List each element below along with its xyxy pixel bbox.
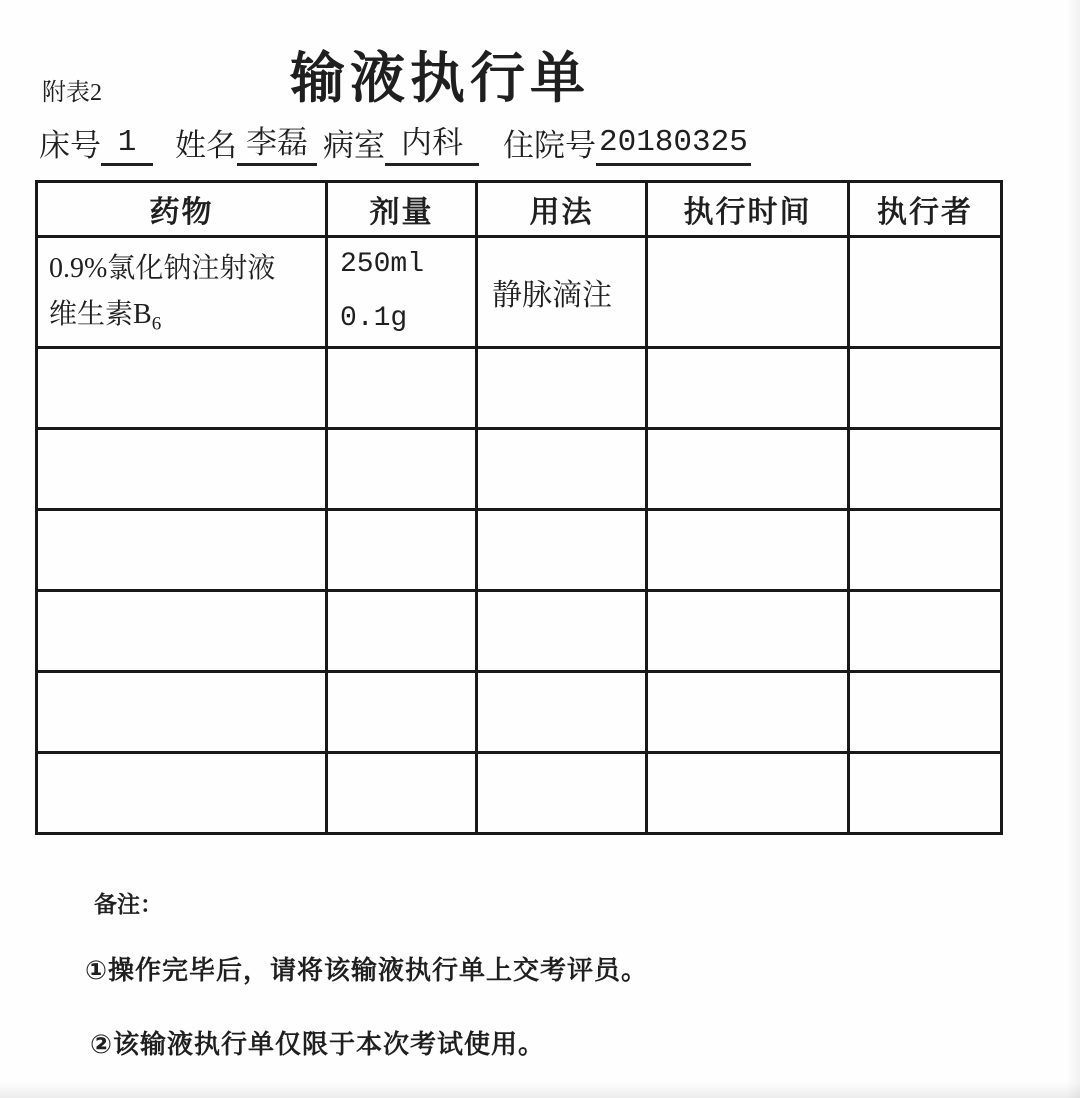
bed-label: 床号 (39, 128, 101, 163)
empty-cell (647, 347, 849, 428)
table-row-empty (37, 752, 1002, 833)
note-item-1: ①操作完毕后，请将该输液执行单上交考评员。 (85, 956, 649, 986)
empty-cell (37, 347, 327, 428)
empty-cell (327, 347, 477, 428)
scan-edge-shade-right (1066, 0, 1080, 1098)
drug-subscript: 6 (151, 313, 162, 335)
empty-cell (647, 752, 849, 833)
empty-cell (477, 752, 647, 833)
dose-line-1: 250ml (340, 249, 425, 280)
drug-cell (37, 237, 327, 348)
notes-label: 备注： (94, 892, 163, 918)
scan-edge-shade-bottom (0, 1082, 1080, 1098)
header-cell-drug: 药物 (37, 182, 327, 237)
name-value: 李磊 (237, 124, 317, 166)
empty-cell (37, 428, 327, 509)
table-row-medication (37, 237, 1002, 348)
admission-no-label: 住院号 (503, 128, 596, 163)
empty-cell (849, 428, 1002, 509)
empty-cell (647, 590, 849, 671)
header-cell-usage: 用法 (477, 182, 647, 237)
drug-line-2: 维生素$B_6$ (49, 298, 162, 335)
empty-cell (327, 671, 477, 752)
empty-cell (477, 347, 647, 428)
empty-cell (327, 509, 477, 590)
empty-cell (849, 752, 1002, 833)
bed-value: 1 (101, 124, 153, 166)
empty-cell (849, 590, 1002, 671)
table-header-row (37, 182, 1002, 237)
usage-cell: 静脉滴注 (477, 237, 647, 348)
empty-cell (477, 428, 647, 509)
note-item-2: ②该输液执行单仅限于本次考试使用。 (90, 1030, 546, 1060)
empty-cell (327, 752, 477, 833)
ward-value: 内科 (385, 124, 479, 166)
table-row-empty (37, 347, 1002, 428)
empty-cell (37, 509, 327, 590)
infusion-execution-table (35, 180, 1003, 835)
empty-cell (849, 347, 1002, 428)
table-row-empty (37, 671, 1002, 752)
header-cell-dose: 剂量 (327, 182, 477, 237)
empty-cell (37, 590, 327, 671)
table-row-empty (37, 428, 1002, 509)
table-row-empty (37, 590, 1002, 671)
empty-cell (327, 590, 477, 671)
ward-label: 病室 (323, 128, 385, 163)
empty-cell (477, 509, 647, 590)
empty-cell (647, 428, 849, 509)
patient-info-line (39, 124, 751, 166)
empty-cell (647, 509, 849, 590)
empty-cell (849, 509, 1002, 590)
empty-cell (37, 671, 327, 752)
header-cell-executor: 执行者 (849, 182, 1002, 237)
dose-line-2: 0.1g (340, 302, 408, 334)
form-table-body (37, 237, 1002, 834)
empty-cell (477, 590, 647, 671)
executor-cell (849, 237, 1002, 348)
dose-cell (327, 237, 477, 348)
empty-cell (327, 428, 477, 509)
page-title: 输液执行单 (289, 48, 590, 109)
empty-cell (647, 671, 849, 752)
empty-cell (37, 752, 327, 833)
admission-no-value: 20180325 (596, 124, 751, 166)
empty-cell (477, 671, 647, 752)
empty-cell (849, 671, 1002, 752)
appendix-label: 附表2 (42, 80, 102, 106)
name-label: 姓名 (175, 128, 237, 163)
header-cell-exec-time: 执行时间 (647, 182, 849, 237)
exec-time-cell (647, 237, 849, 348)
drug-line-1: 0.9%氯化钠注射液 (49, 253, 276, 285)
table-row-empty (37, 509, 1002, 590)
